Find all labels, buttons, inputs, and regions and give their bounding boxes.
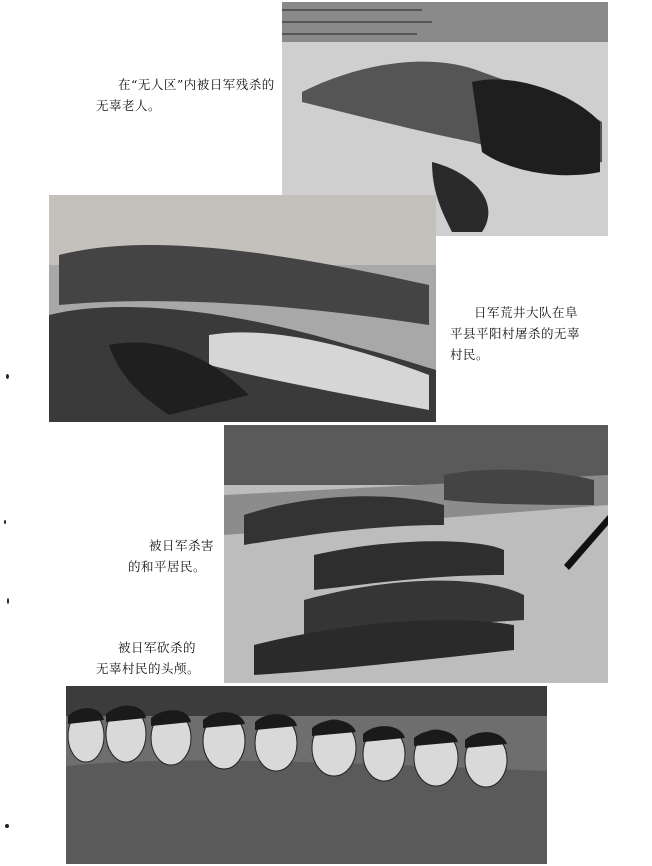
scan-speck — [5, 824, 9, 828]
caption-civilians — [128, 535, 214, 577]
caption-elderly-line2: 无辜老人。 — [96, 98, 162, 113]
scan-speck — [7, 598, 9, 604]
caption-fuping-line2: 平县平阳村屠杀的无辜 — [450, 326, 581, 341]
caption-heads-line1: 被日军砍杀的 — [118, 640, 197, 655]
photo-severed-heads — [66, 686, 547, 864]
caption-civilians-line2: 的和平居民。 — [128, 559, 207, 574]
caption-elderly-line1: 在“无人区”内被日军残杀的 — [118, 77, 275, 92]
caption-fuping-line1: 日军荒井大队在阜 — [474, 305, 579, 320]
scan-speck — [4, 520, 6, 524]
caption-fuping — [450, 302, 580, 365]
photo-fuping-villagers — [49, 195, 436, 422]
caption-elderly — [96, 74, 275, 116]
scan-speck — [6, 374, 9, 379]
photo-civilians-street — [224, 425, 608, 683]
caption-heads — [96, 637, 200, 679]
caption-civilians-line1: 被日军杀害 — [149, 538, 215, 553]
caption-fuping-line3: 村民。 — [450, 347, 490, 362]
caption-heads-line2: 无辜村民的头颅。 — [96, 661, 201, 676]
